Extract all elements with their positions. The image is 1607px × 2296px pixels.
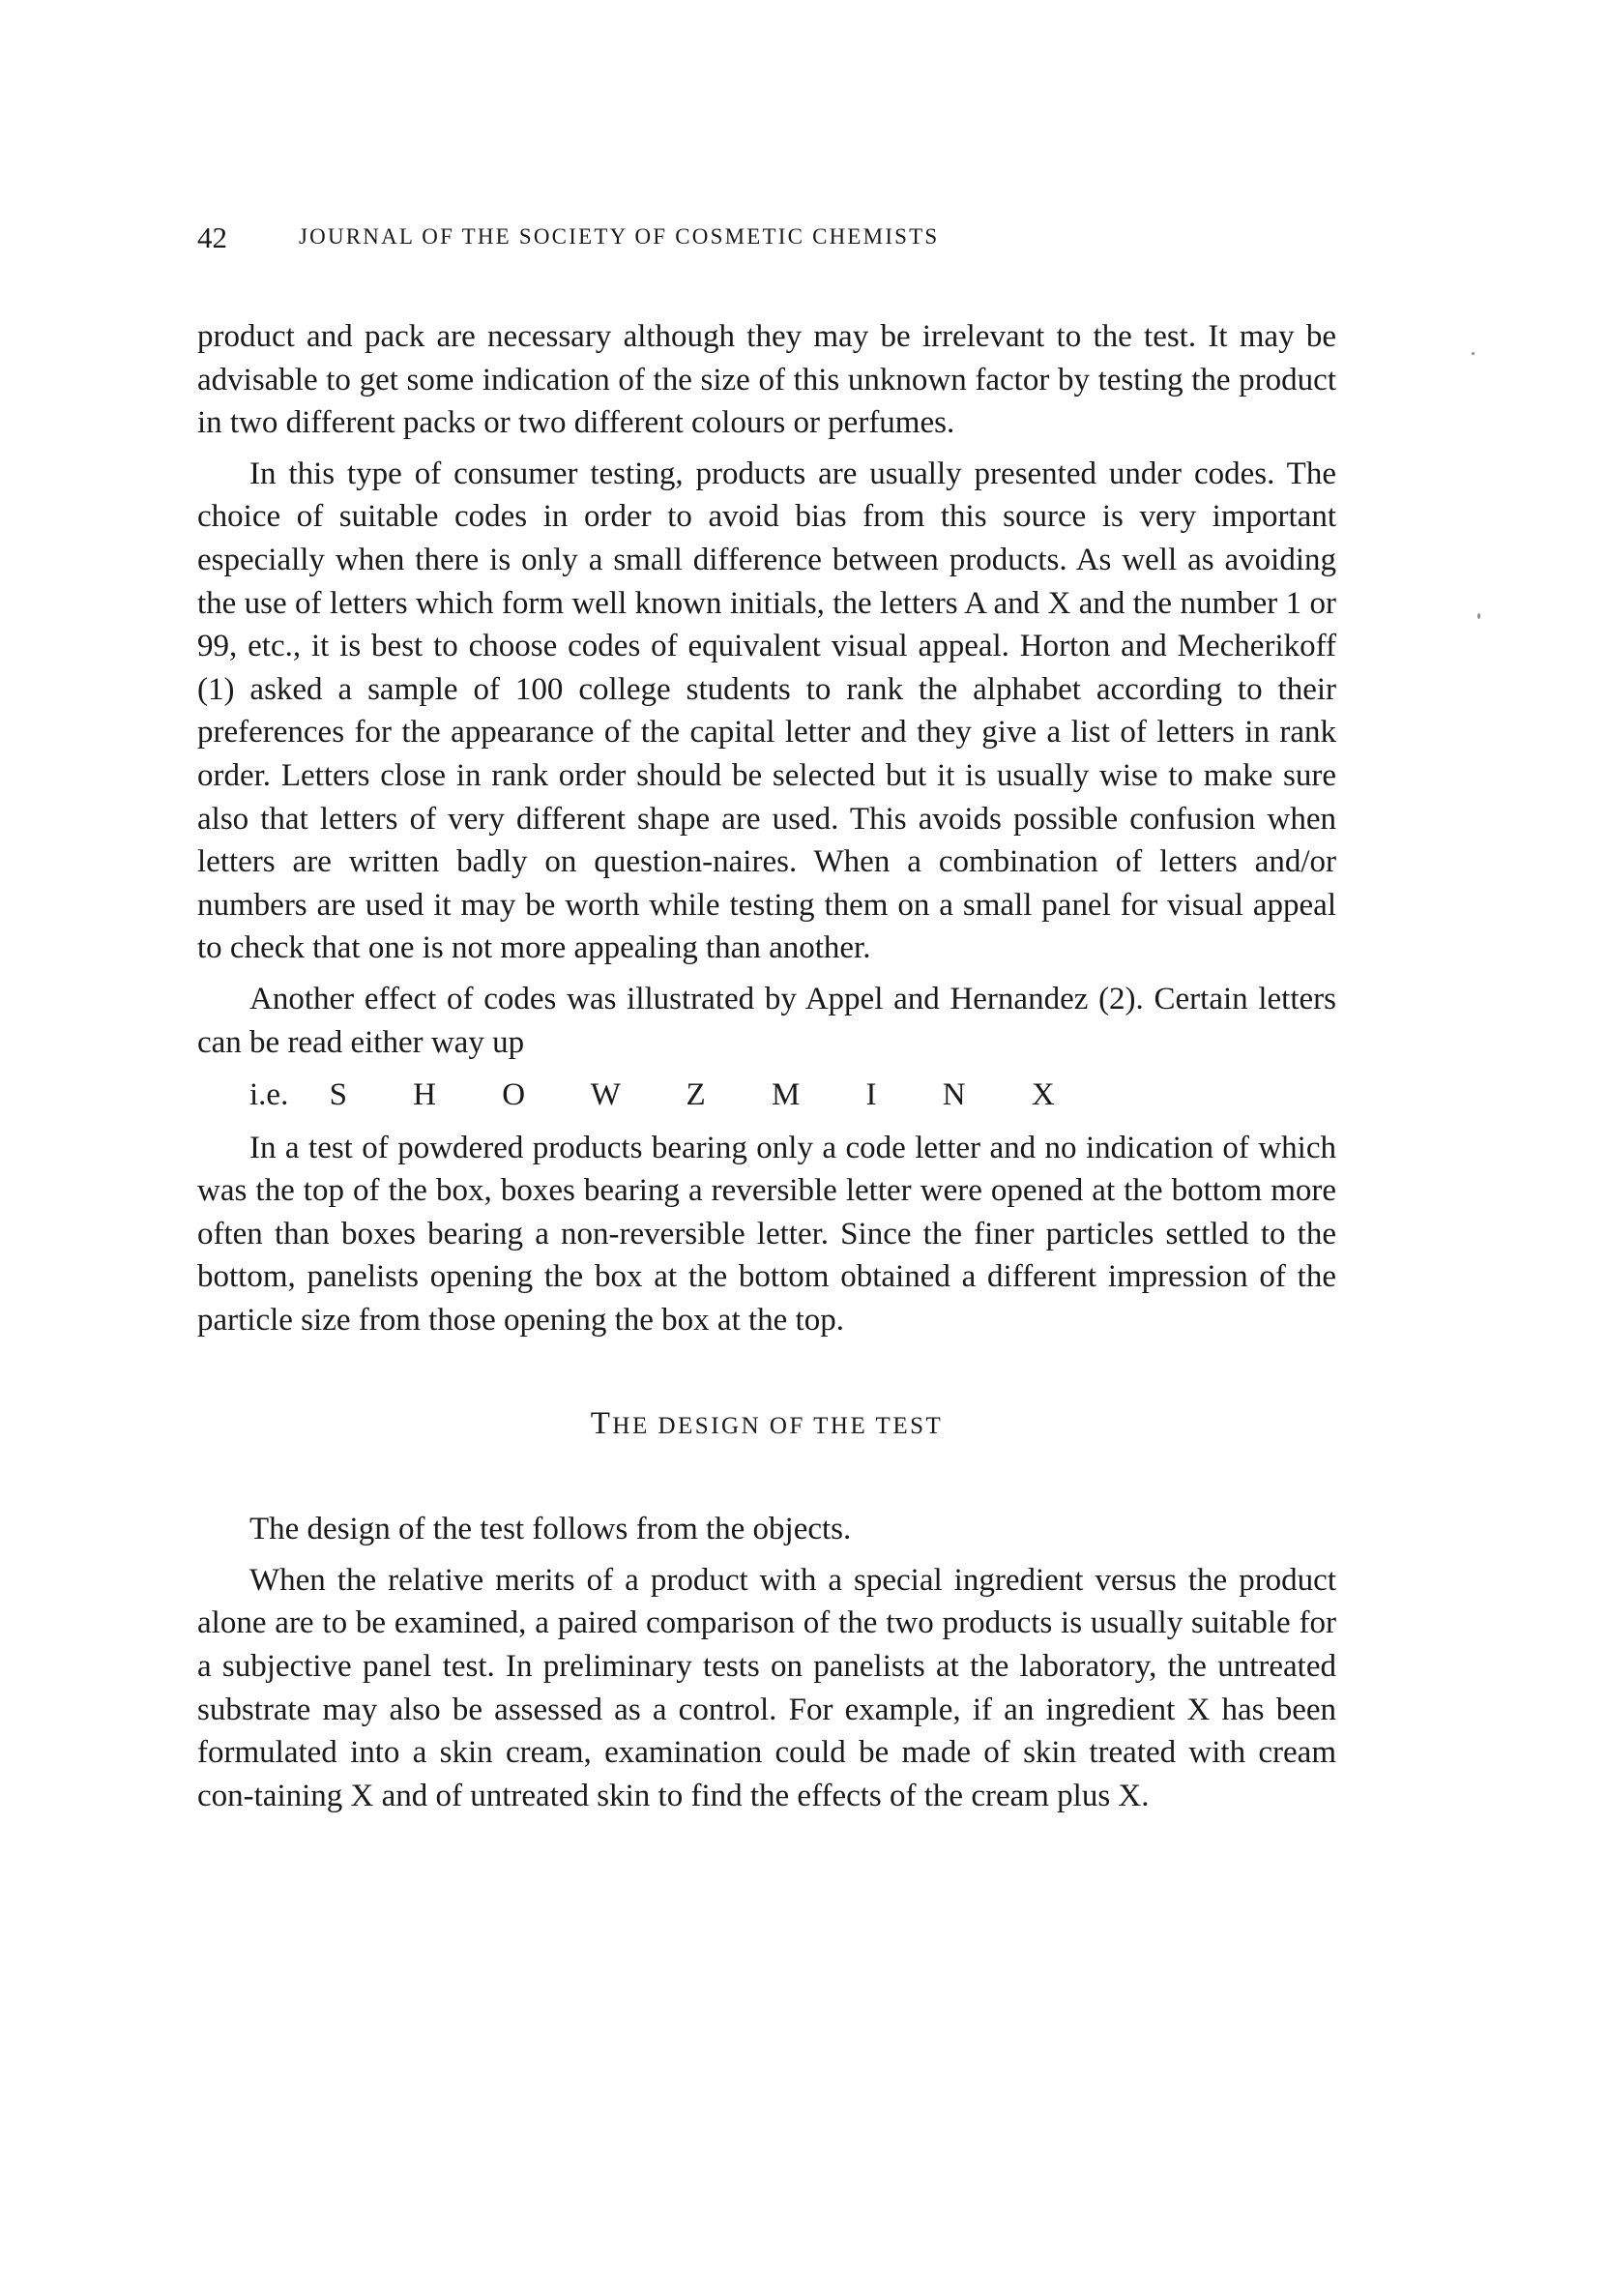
paragraph-design-follows: The design of the test follows from the objects. — [249, 1512, 852, 1547]
scan-speck — [1472, 352, 1475, 355]
paragraph-paired-comparison: When the relative merits of a product with a special ingredient versus the product alone are to be examined, a paired comparison of the two products is usually suitable for a subjective panel test. In preliminary tests on panelists at the laboratory, the untreated substrate may also be assessed as a control. For example, if an ingredient X has been formulated into a skin cream, examination could be made of skin treated with cream con-taining X and of untreated skin to find the effects of the cream plus X. — [197, 1562, 1336, 1813]
section-heading — [197, 1402, 1336, 1449]
section-heading-rest: HE DESIGN OF THE TEST — [612, 1412, 944, 1439]
article-body — [197, 315, 1336, 1817]
example-prefix: i.e. — [249, 1077, 289, 1113]
running-head — [197, 221, 1329, 259]
paragraph-codes-effect: Another effect of codes was illustrated by Appel and Hernandez (2). Certain letters can be read either way up — [197, 981, 1336, 1060]
paragraph-powdered-products: In a test of powdered products bearing only a code letter and no indication of which was the top of the box, boxes bearing a reversible letter were opened at the bottom more often than boxes bearing a non-reversible letter. Since the finer particles settled to the bottom, panelists opening the box at the bottom obtained a different impression of the particle size from those opening the box at the top. — [197, 1130, 1336, 1339]
section-heading-initial: T — [590, 1405, 613, 1441]
reversible-letters-example — [197, 1074, 1336, 1117]
scan-speck — [1477, 613, 1480, 619]
reversible-letters: S H O W Z M I N X — [329, 1077, 1075, 1113]
paragraph-continuation: product and pack are necessary although they may be irrelevant to the test. It may be advisable to get some indication of the size of this unknown factor by testing the product in two different packs or two different colours or perfumes. — [197, 319, 1336, 441]
journal-title: JOURNAL OF THE SOCIETY OF COSMETIC CHEMISTS — [299, 224, 940, 249]
paragraph-consumer-testing-codes: In this type of consumer testing, products are usually presented under codes. The choice of suitable codes in order to avoid bias from this source is very important especially when there is only a small difference between products. As well as avoiding the use of letters which form well known initials, the letters A and X and the number 1 or 99, etc., it is best to choose codes of equivalent visual appeal. Horton and Mecherikoff (1) asked a sample of 100 college students to rank the alphabet according to their preferences for the appearance of the capital letter and they give a list of letters in rank order. Letters close in rank order should be selected but it is usually wise to make sure also that letters of very different shape are used. This avoids possible confusion when letters are written badly on question-naires. When a combination of letters and/or numbers are used it may be worth while testing them on a small panel for visual appeal to check that one is not more appealing than another. — [197, 456, 1336, 966]
page-number: 42 — [197, 221, 227, 254]
